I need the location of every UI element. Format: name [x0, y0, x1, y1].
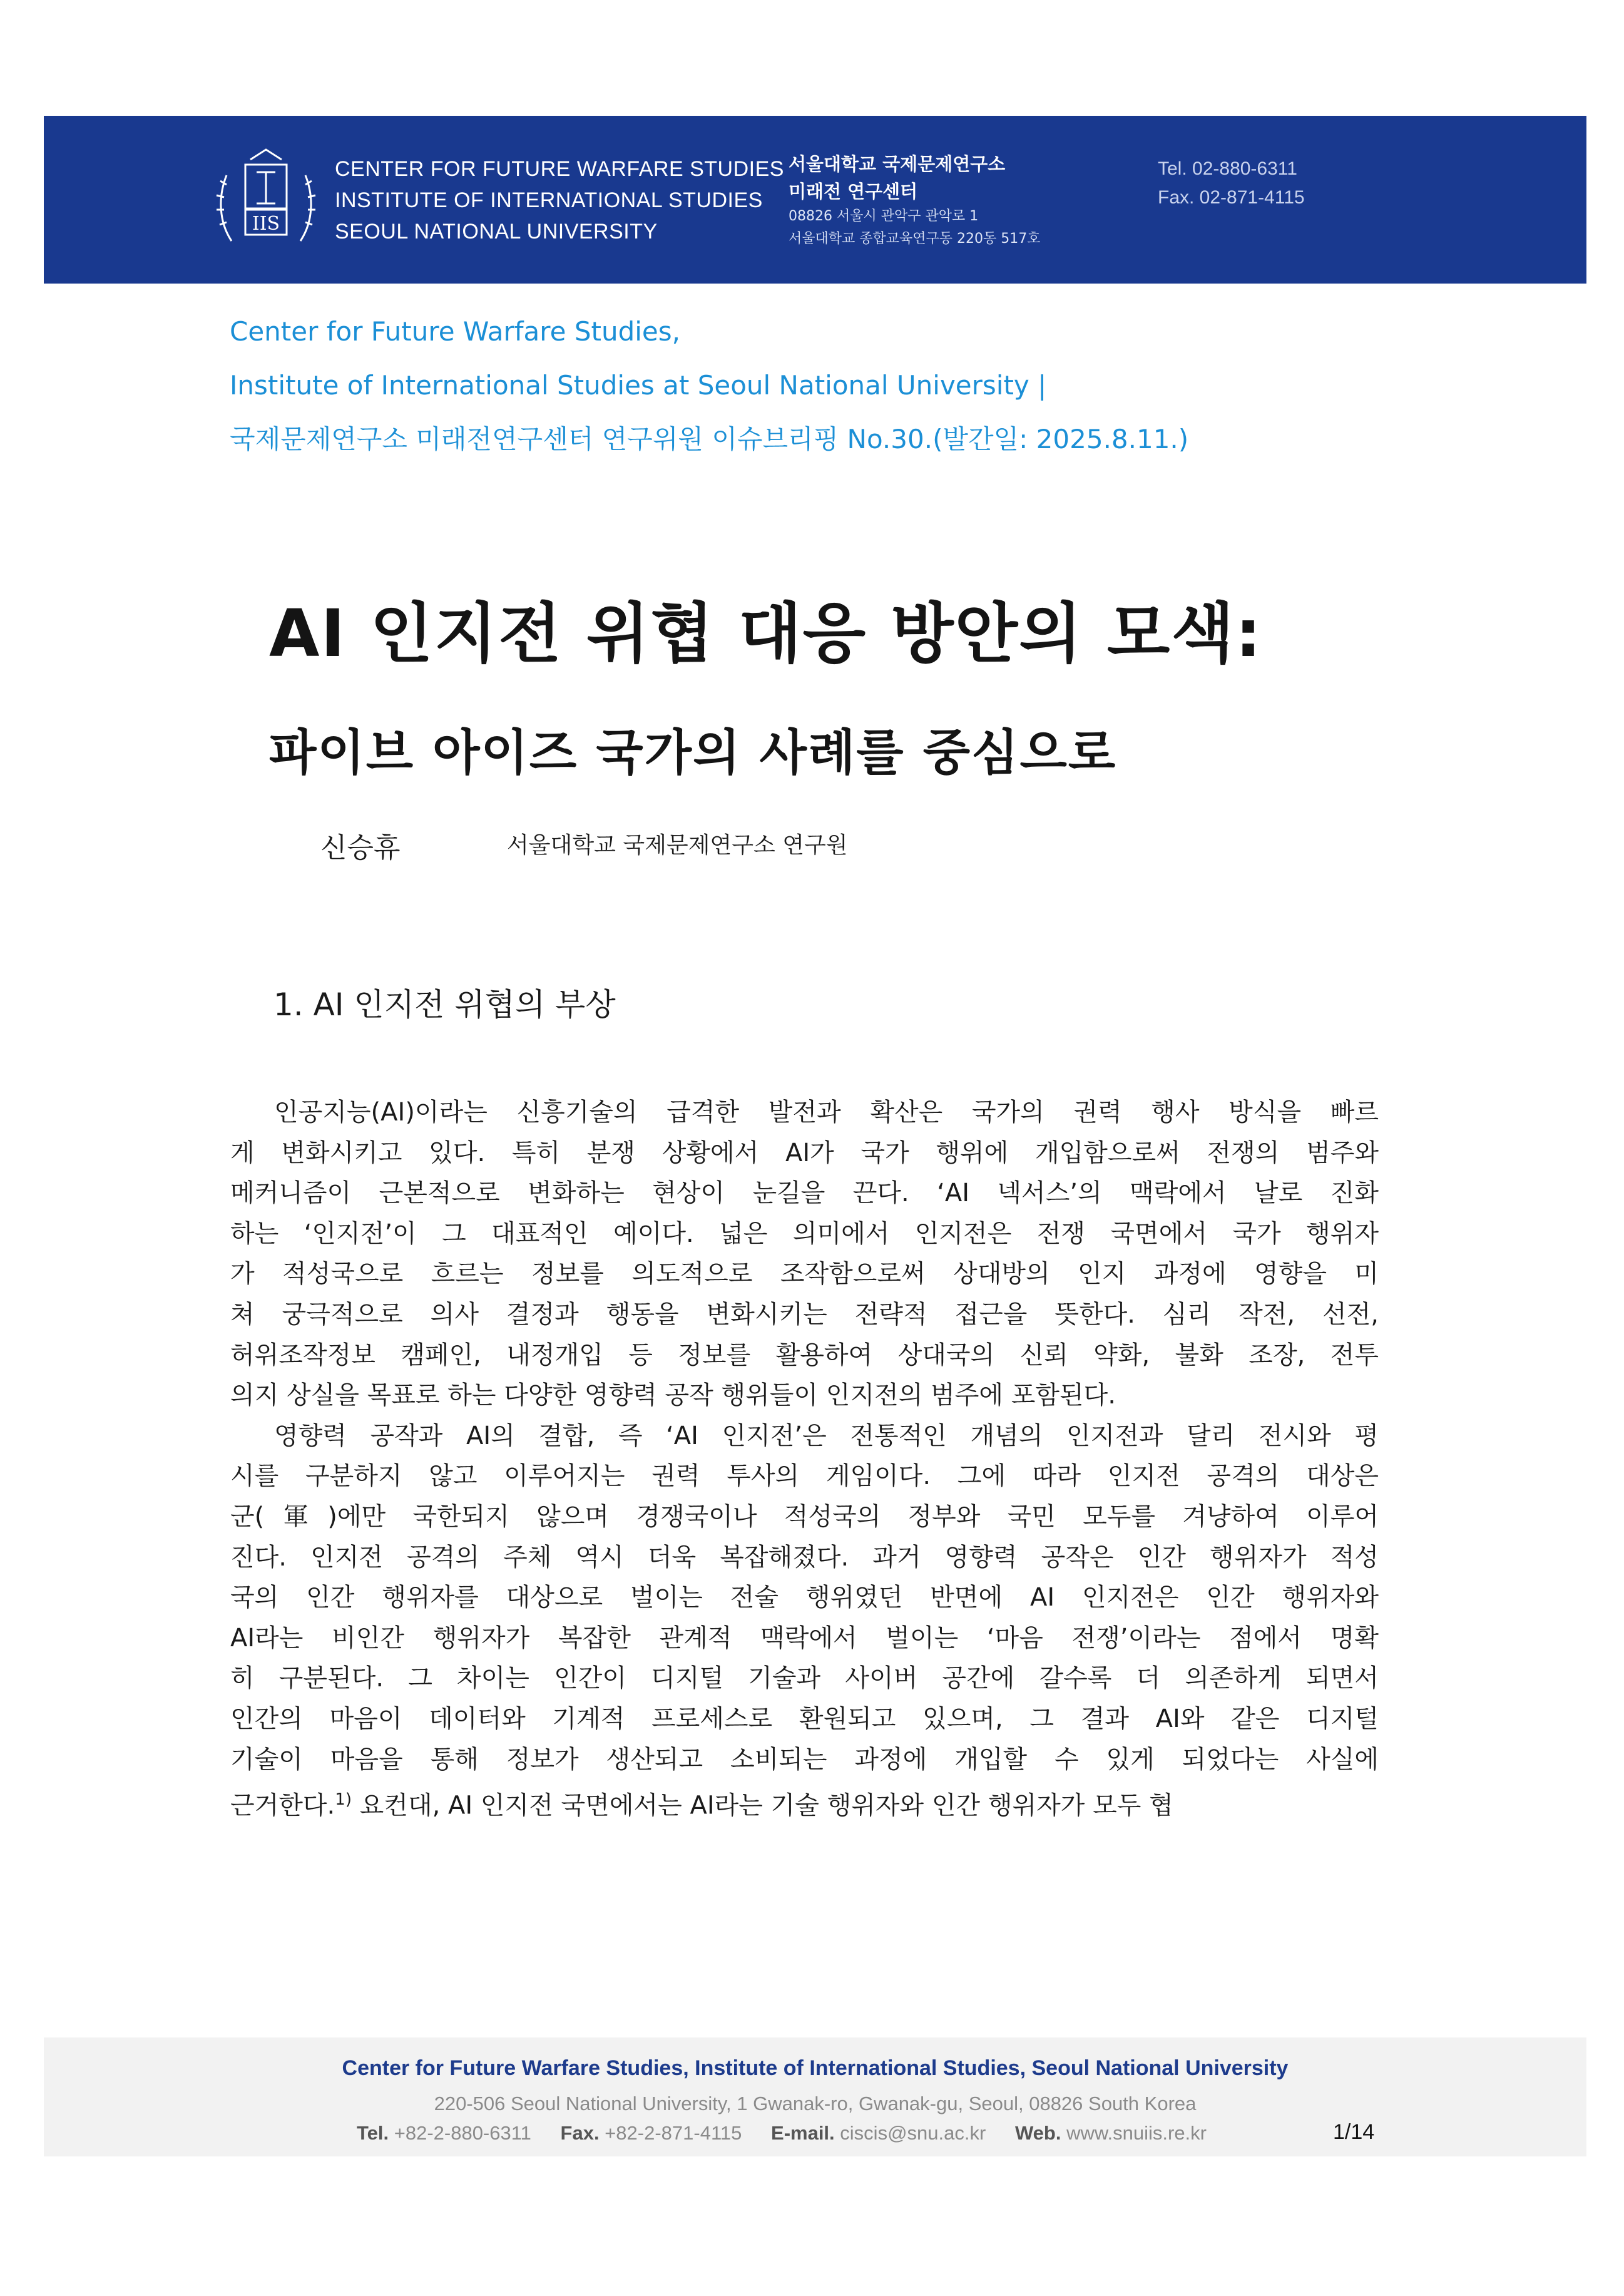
body-line: 메커니즘이 근본적으로 변화하는 현상이 눈길을 끈다. ‘AI 넥서스’의 맥락에서 날로 진화 — [230, 1179, 1379, 1208]
body-line: 게 변화시키고 있다. 특히 분쟁 상황에서 AI가 국가 행위에 개입함으로써 전쟁의 범주와 — [230, 1138, 1379, 1167]
body-line-with-footnote — [230, 1780, 1379, 1826]
footer-web[interactable]: www.snuiis.re.kr — [1066, 2122, 1207, 2144]
org-en-line-2: INSTITUTE OF INTERNATIONAL STUDIES — [335, 188, 763, 212]
author-name: 신승휴 — [320, 832, 401, 864]
body-line: 기술이 마음을 통해 정보가 생산되고 소비되는 과정에 개입할 수 있게 되었다는 사실에 — [230, 1745, 1379, 1774]
footer-email[interactable]: ciscis@snu.ac.kr — [840, 2122, 986, 2144]
footnote-ref[interactable]: 1) — [335, 1790, 352, 1810]
footer-contacts — [357, 2122, 1207, 2145]
body-line: 인공지능(AI)이라는 신흥기술의 급격한 발전과 확산은 국가의 권력 행사 방식을 빠르 — [274, 1098, 1379, 1127]
series-line-1: Center for Future Warfare Studies, — [230, 316, 680, 347]
body-line: AI라는 비인간 행위자가 복잡한 관계적 맥락에서 벌이는 ‘마음 전쟁’이라는 점에서 명확 — [230, 1623, 1379, 1653]
org-name-english — [335, 153, 784, 247]
body-line-part: 근거한다. — [230, 1791, 335, 1820]
footer-tel: +82-2-880-6311 — [394, 2122, 531, 2144]
body-line: 쳐 궁극적으로 의사 결정과 행동을 변화시키는 전략적 접근을 뜻한다. 심리 작전, 선전, — [230, 1299, 1379, 1329]
iis-emblem-logo — [213, 147, 319, 247]
footer-org: Center for Future Warfare Studies, Institute of International Studies, Seoul National University — [342, 2056, 1289, 2080]
page-footer — [44, 2037, 1586, 2156]
logo-text: IIS — [252, 213, 280, 235]
body-line-part: 요컨대, AI 인지전 국면에서는 AI라는 기술 행위자와 인간 행위자가 모두 협 — [351, 1791, 1173, 1820]
body-line: 영향력 공작과 AI의 결합, 즉 ‘AI 인지전’은 전통적인 개념의 인지전과 달리 전시와 평 — [274, 1421, 1379, 1450]
body-line: 히 구분된다. 그 차이는 인간이 디지털 기술과 사이버 공간에 갈수록 더 의존하게 되면서 — [230, 1664, 1379, 1693]
footer-fax: +82-2-871-4115 — [605, 2122, 742, 2144]
document-subtitle: 파이브 아이즈 국가의 사례를 중심으로 — [269, 725, 1117, 781]
body-line: 허위조작정보 캠페인, 내정개입 등 정보를 활용하여 상대국의 신뢰 약화, 불화 조장, 전투 — [230, 1340, 1379, 1370]
header-banner — [44, 116, 1586, 284]
document-title: AI 인지전 위협 대응 방안의 모색: — [269, 595, 1263, 672]
author-affiliation: 서울대학교 국제문제연구소 연구원 — [507, 833, 848, 858]
footer-email-label: E-mail. — [771, 2122, 835, 2144]
header-tel: Tel. 02-880-6311 — [1158, 158, 1297, 179]
series-line-3: 국제문제연구소 미래전연구센터 연구위원 이슈브리핑 No.30.(발간일: 2025.8.11.) — [230, 424, 1189, 454]
footer-fax-label: Fax. — [560, 2122, 600, 2144]
address-line-1: 08826 서울시 관악구 관악로 1 — [789, 208, 979, 224]
footer-tel-label: Tel. — [357, 2122, 389, 2144]
header-contact — [1158, 155, 1305, 212]
org-ko-line-2: 미래전 연구센터 — [789, 181, 918, 202]
address-line-2: 서울대학교 종합교육연구동 220동 517호 — [789, 231, 1041, 247]
body-text — [230, 1092, 1379, 1826]
footer-address: 220-506 Seoul National University, 1 Gwanak-ro, Gwanak-gu, Seoul, 08826 South Korea — [434, 2093, 1197, 2114]
body-line: 진다. 인지전 공격의 주체 역시 더욱 복잡해졌다. 과거 영향력 공작은 인간 행위자가 적성 — [230, 1542, 1379, 1572]
body-line: 인간의 마음이 데이터와 기계적 프로세스로 환원되고 있으며, 그 결과 AI와 같은 디지털 — [230, 1704, 1379, 1733]
org-name-korean — [789, 150, 1041, 250]
body-line: 군(軍)에만 국한되지 않으며 경쟁국이나 적성국의 정부와 국민 모두를 겨냥하여 이루어 — [230, 1502, 1379, 1531]
series-info — [230, 305, 1188, 466]
body-line: 가 적성국으로 흐르는 정보를 의도적으로 조작함으로써 상대방의 인지 과정에 영향을 미 — [230, 1259, 1379, 1289]
body-line: 의지 상실을 목표로 하는 다양한 영향력 공작 행위들이 인지전의 범주에 포함된다. — [230, 1381, 1116, 1410]
section-heading: 1. AI 인지전 위협의 부상 — [273, 987, 616, 1023]
series-line-2: Institute of International Studies at Seoul National University | — [230, 370, 1047, 401]
header-fax: Fax. 02-871-4115 — [1158, 187, 1305, 208]
org-en-line-1: CENTER FOR FUTURE WARFARE STUDIES — [335, 157, 784, 181]
body-line: 하는 ‘인지전’이 그 대표적인 예이다. 넓은 의미에서 인지전은 전쟁 국면에서 국가 행위자 — [230, 1219, 1379, 1248]
body-line: 시를 구분하지 않고 이루어지는 권력 투사의 게임이다. 그에 따라 인지전 공격의 대상은 — [230, 1462, 1379, 1491]
page-number: 1/14 — [1333, 2120, 1375, 2144]
body-line: 국의 인간 행위자를 대상으로 벌이는 전술 행위였던 반면에 AI 인지전은 인간 행위자와 — [230, 1583, 1379, 1612]
org-en-line-3: SEOUL NATIONAL UNIVERSITY — [335, 220, 658, 243]
footer-web-label: Web. — [1014, 2122, 1061, 2144]
org-ko-line-1: 서울대학교 국제문제연구소 — [789, 153, 1006, 175]
